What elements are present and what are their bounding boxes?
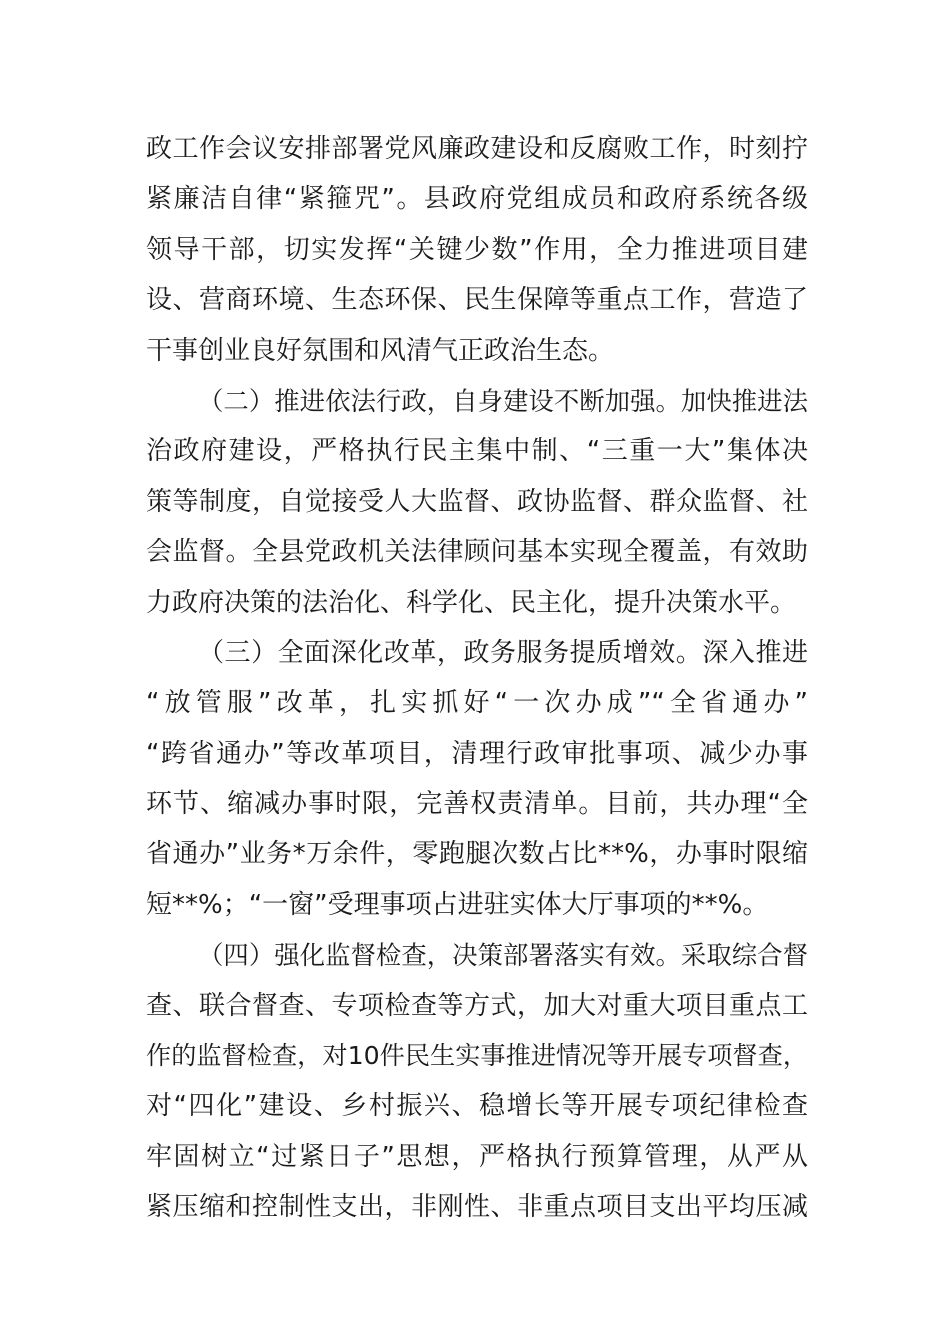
text-line: 策等制度，自觉接受人大监督、政协监督、群众监督、社 bbox=[146, 486, 808, 517]
text-line: “跨省通办”等改革项目，清理行政审批事项、减少办事 bbox=[146, 738, 808, 769]
body-text bbox=[146, 124, 808, 1233]
text-line: 对“四化”建设、乡村振兴、稳增长等开展专项纪律检查 bbox=[146, 1091, 808, 1122]
text-line: 牢固树立“过紧日子”思想，严格执行预算管理，从严从 bbox=[146, 1141, 808, 1172]
text-line: （二）推进依法行政，自身建设不断加强。加快推进法 bbox=[198, 385, 808, 416]
text-line: 环节、缩减办事时限，完善权责清单。目前，共办理“全 bbox=[146, 789, 808, 820]
text-line: 省通办”业务*万余件，零跑腿次数占比**%，办事时限缩 bbox=[146, 839, 808, 870]
text-line: 设、营商环境、生态环保、民生保障等重点工作，营造了 bbox=[146, 285, 808, 316]
text-line: 政工作会议安排部署党风廉政建设和反腐败工作，时刻拧 bbox=[146, 134, 808, 164]
text-line: （三）全面深化改革，政务服务提质增效。深入推进 bbox=[198, 637, 808, 668]
text-line: 查、联合督查、专项检查等方式，加大对重大项目重点工 bbox=[146, 990, 808, 1021]
text-line: “放管服”改革，扎实抓好“一次办成”“全省通办” bbox=[146, 688, 808, 719]
text-line: 紧廉洁自律“紧箍咒”。县政府党组成员和政府系统各级 bbox=[146, 184, 808, 215]
text-line: 领导干部，切实发挥“关键少数”作用，全力推进项目建 bbox=[146, 234, 808, 265]
text-line: 短**%；“一窗”受理事项占进驻实体大厅事项的**%。 bbox=[146, 889, 769, 920]
text-line: （四）强化监督检查，决策部署落实有效。采取综合督 bbox=[198, 940, 808, 971]
text-line: 紧压缩和控制性支出，非刚性、非重点项目支出平均压减 bbox=[146, 1192, 808, 1223]
text-line: 治政府建设，严格执行民主集中制、“三重一大”集体决 bbox=[146, 436, 808, 467]
text-line: 作的监督检查，对10件民生实事推进情况等开展专项督查， bbox=[146, 1041, 808, 1071]
text-line: 会监督。全县党政机关法律顾问基本实现全覆盖，有效助 bbox=[146, 537, 808, 568]
text-line: 力政府决策的法治化、科学化、民主化，提升决策水平。 bbox=[146, 587, 797, 618]
text-line: 干事创业良好氛围和风清气正政治生态。 bbox=[146, 335, 615, 366]
